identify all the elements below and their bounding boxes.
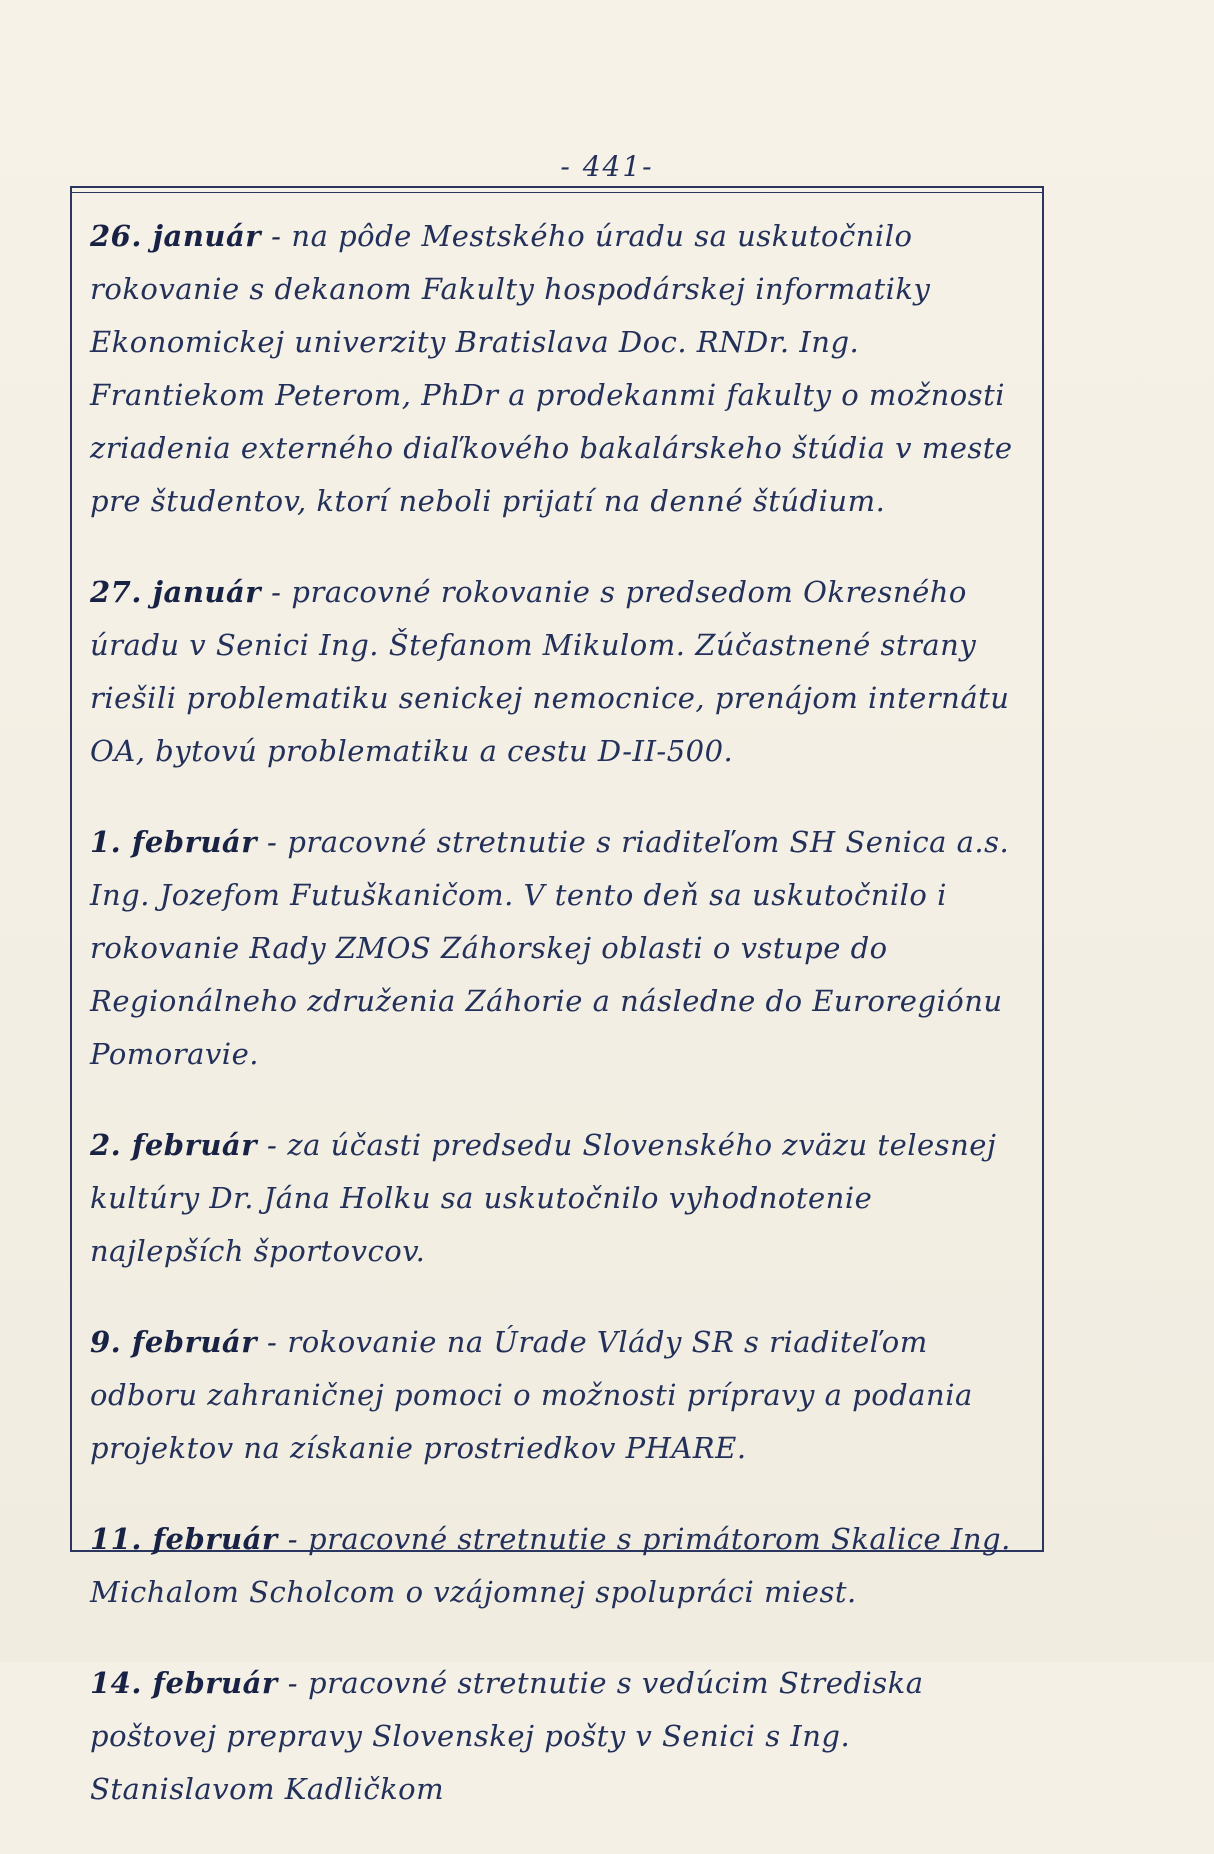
entry-text: pracovné stretnutie s primátorom Skalice Ing. Michalom Scholcom o vzájomnej spolupráci miest. <box>90 1522 1011 1609</box>
entry-date: 27. január <box>90 575 262 609</box>
entry-dash: - <box>287 1666 298 1700</box>
entry-date: 14. február <box>90 1666 278 1700</box>
chronicle-entry <box>90 1513 1030 1619</box>
entry-dash: - <box>267 825 278 859</box>
chronicle-entry <box>90 210 1030 528</box>
entry-date: 9. február <box>90 1325 258 1359</box>
chronicle-entry <box>90 1119 1030 1278</box>
entry-date: 1. február <box>90 825 258 859</box>
entry-date: 11. február <box>90 1522 278 1556</box>
page-number: - 441- <box>560 150 654 183</box>
entry-dash: - <box>271 219 282 253</box>
entry-dash: - <box>287 1522 298 1556</box>
entry-date: 2. február <box>90 1128 258 1162</box>
chronicle-entry <box>90 566 1030 778</box>
chronicle-entry <box>90 816 1030 1081</box>
chronicle-entries <box>90 210 1030 1854</box>
entry-dash: - <box>271 575 282 609</box>
entry-text: pracovné stretnutie s riaditeľom SH Senica a.s. Ing. Jozefom Futuškaničom. V tento deň sa uskutočnilo i rokovanie Rady ZMOS Záhorskej oblasti o vstupe do Regionálneho združenia Záhorie a následne do Euroregiónu Pomoravie. <box>90 825 1010 1071</box>
entry-dash: - <box>267 1128 278 1162</box>
entry-date: 26. január <box>90 219 262 253</box>
entry-dash: - <box>267 1325 278 1359</box>
frame-top-rule <box>70 192 1044 193</box>
entry-text: pracovné stretnutie s vedúcim Strediska poštovej prepravy Slovenskej pošty v Senici s Ing. Stanislavom Kadličkom <box>90 1666 924 1806</box>
chronicle-entry <box>90 1316 1030 1475</box>
chronicle-entry <box>90 1657 1030 1816</box>
entry-text: na pôde Mestského úradu sa uskutočnilo rokovanie s dekanom Fakulty hospodárskej informatiky Ekonomickej univerzity Bratislava Doc. RNDr. Ing. Frantiekom Peterom, PhDr a prodekanmi fakulty o možnosti zriadenia externého diaľkového bakalárskeho štúdia v meste pre študentov, ktorí neboli prijatí na denné štúdium. <box>90 219 1013 518</box>
entry-text: za účasti predsedu Slovenského zväzu telesnej kultúry Dr. Jána Holku sa uskutočnilo vyhodnotenie najlepších športovcov. <box>90 1128 997 1268</box>
entry-text: pracovné rokovanie s predsedom Okresného úradu v Senici Ing. Štefanom Mikulom. Zúčastnené strany riešili problematiku senickej nemocnice, prenájom internátu OA, bytovú problematiku a cestu D-II-500. <box>90 575 1010 768</box>
entry-text: rokovanie na Úrade Vlády SR s riaditeľom odboru zahraničnej pomoci o možnosti prípravy a podania projektov na získanie prostriedkov PHARE. <box>90 1325 973 1465</box>
